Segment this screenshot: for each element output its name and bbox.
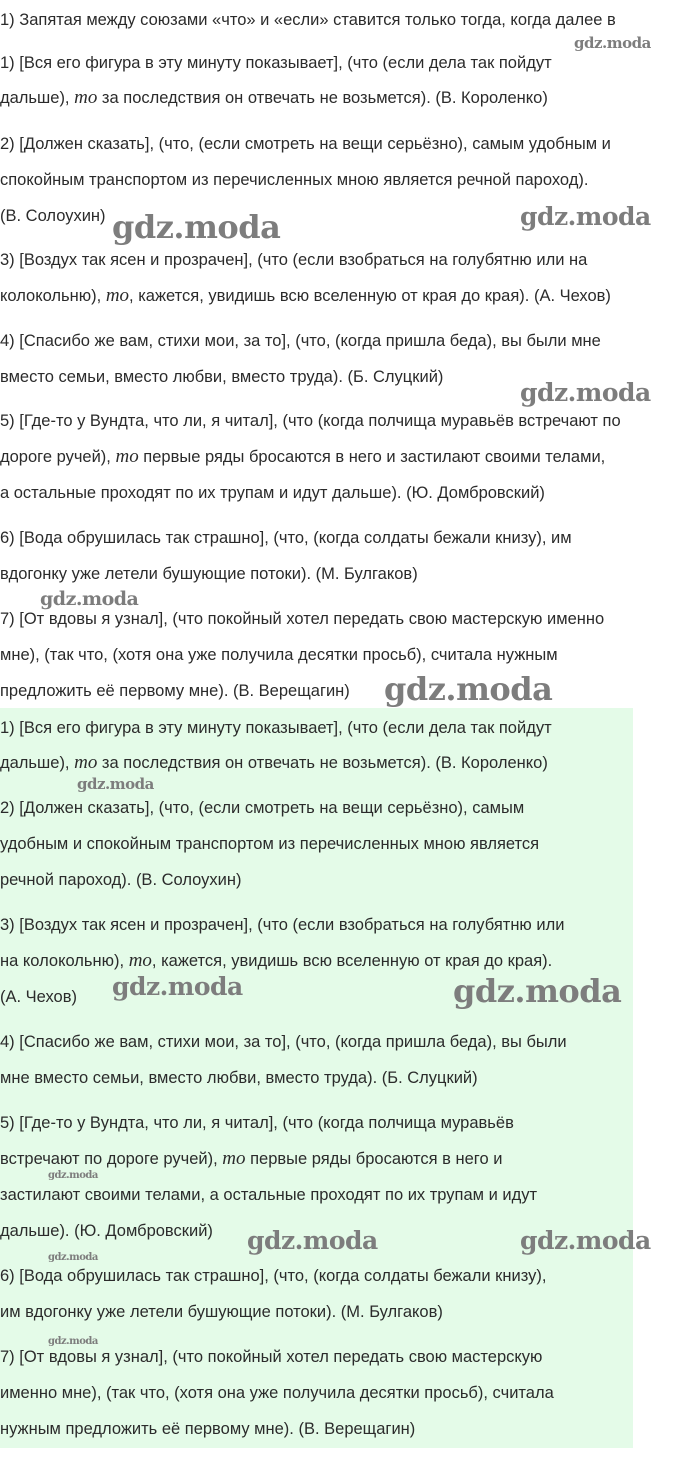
text-line: именно мне), (так что, (хотя она уже получила десятки просьб), считала [0, 1384, 554, 1402]
text-line: 5) [Где-то у Вундта, что ли, я читал], (что (когда полчища муравьёв встречают по [0, 412, 621, 430]
text-line: застилают своими телами, а остальные проходят по их трупам и идут [0, 1186, 538, 1204]
text-line: вдогонку уже летели бушующие потоки). (М. Булгаков) [0, 565, 418, 583]
text-line: нужным предложить её первому мне). (В. Верещагин) [0, 1420, 416, 1438]
text-line: 7) [От вдовы я узнал], (что покойный хотел передать свою мастерскую именно [0, 610, 605, 628]
watermark: gdz.moda [520, 1226, 651, 1255]
text-line: колокольню), то, кажется, увидишь всю вселенную от края до края). (А. Чехов) [0, 285, 611, 306]
text-line: (А. Чехов) [0, 988, 77, 1006]
text-line: речной пароход). (В. Солоухин) [0, 871, 242, 889]
text-line: 1) [Вся его фигура в эту минуту показывает], (что (если дела так пойдут [0, 719, 552, 737]
text-line: 4) [Спасибо же вам, стихи мои, за то], (что, (когда пришла беда), вы были [0, 1033, 567, 1051]
text-line: дальше), то за последствия он отвечать не возьмется). (В. Короленко) [0, 752, 548, 773]
text-line: им вдогонку уже летели бушующие потоки). (М. Булгаков) [0, 1303, 443, 1321]
watermark: gdz.moda [48, 1170, 98, 1181]
text-line: удобным и спокойным транспортом из перечисленных мною является [0, 835, 540, 853]
text-line: 4) [Спасибо же вам, стихи мои, за то], (что, (когда пришла беда), вы были мне [0, 332, 601, 350]
text-line: дальше). (Ю. Домбровский) [0, 1222, 213, 1240]
text-line: дороге ручей), то первые ряды бросаются в него и застилают своими телами, [0, 446, 606, 467]
watermark: gdz.moda [112, 208, 281, 246]
text-line: мне), (так что, (хотя она уже получила десятки просьб), считала нужным [0, 646, 558, 664]
text-line: 7) [От вдовы я узнал], (что покойный хотел передать свою мастерскую [0, 1348, 543, 1366]
text-line: мне вместо семьи, вместо любви, вместо труда). (Б. Слуцкий) [0, 1069, 478, 1087]
text-line: предложить её первому мне). (В. Верещагин) [0, 682, 350, 700]
text-line: а остальные проходят по их трупам и идут дальше). (Ю. Домбровский) [0, 484, 545, 502]
watermark: gdz.moda [384, 670, 553, 708]
text-line: 5) [Где-то у Вундта, что ли, я читал], (что (когда полчища муравьёв [0, 1114, 514, 1132]
text-line: на колокольню), то, кажется, увидишь всю вселенную от края до края). [0, 950, 553, 971]
watermark: gdz.moda [40, 588, 139, 610]
watermark: gdz.moda [520, 378, 651, 407]
text-line: 2) [Должен сказать], (что, (если смотреть на вещи серьёзно), самым [0, 799, 525, 817]
text-line: 3) [Воздух так ясен и прозрачен], (что (если взобраться на голубятню или на [0, 251, 588, 269]
text-line: спокойным транспортом из перечисленных мною является речной пароход). [0, 171, 589, 189]
rule-text: 1) Запятая между союзами «что» и «если» ставится только тогда, когда далее в [0, 11, 616, 29]
text-line: вместо семьи, вместо любви, вместо труда). (Б. Слуцкий) [0, 368, 444, 386]
watermark: gdz.moda [453, 972, 622, 1010]
text-line: дальше), то за последствия он отвечать не возьмется). (В. Короленко) [0, 87, 548, 108]
watermark: gdz.moda [574, 34, 651, 52]
text-line: 3) [Воздух так ясен и прозрачен], (что (если взобраться на голубятню или [0, 916, 565, 934]
text-line: (В. Солоухин) [0, 207, 106, 225]
text-line: встречают по дороге ручей), то первые ряды бросаются в него и [0, 1148, 503, 1169]
text-line: 1) [Вся его фигура в эту минуту показывает], (что (если дела так пойдут [0, 54, 552, 72]
watermark: gdz.moda [77, 775, 154, 793]
text-line: 6) [Вода обрушилась так страшно], (что, (когда солдаты бежали книзу), [0, 1267, 547, 1285]
watermark: gdz.moda [48, 1336, 98, 1347]
watermark: gdz.moda [112, 972, 243, 1001]
watermark: gdz.moda [247, 1226, 378, 1255]
watermark: gdz.moda [48, 1252, 98, 1263]
text-line: 6) [Вода обрушилась так страшно], (что, (когда солдаты бежали книзу), им [0, 529, 572, 547]
watermark: gdz.moda [520, 202, 651, 231]
text-line: 2) [Должен сказать], (что, (если смотреть на вещи серьёзно), самым удобным и [0, 135, 611, 153]
